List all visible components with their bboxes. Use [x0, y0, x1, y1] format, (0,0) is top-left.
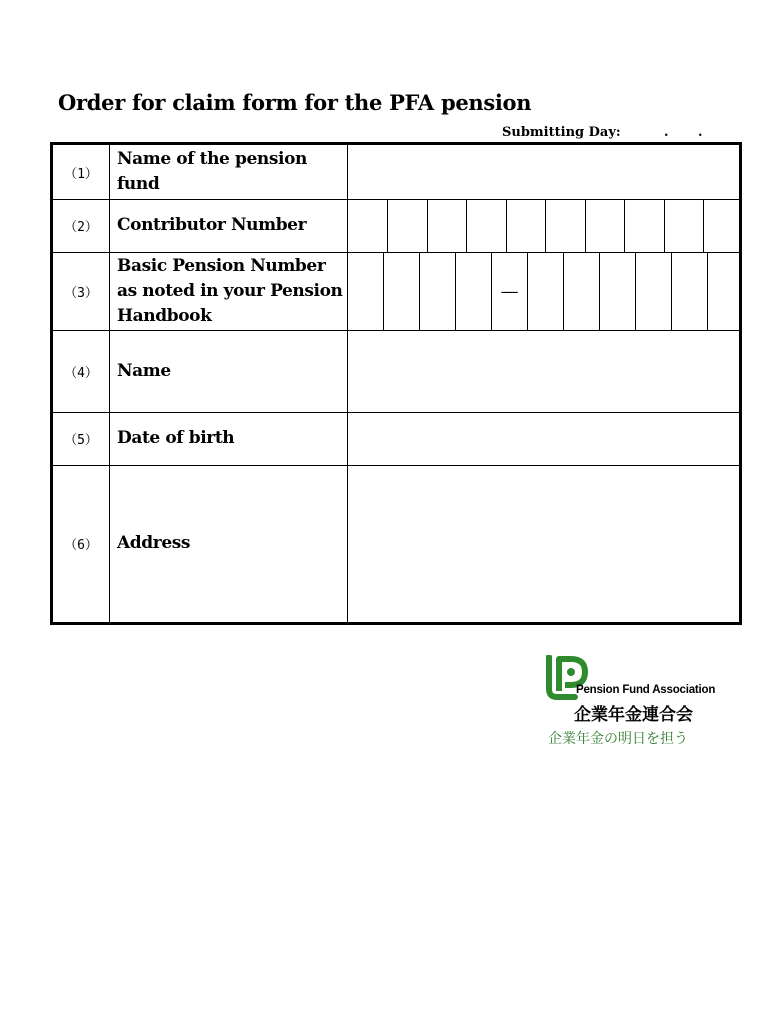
digit-box[interactable] — [527, 252, 563, 330]
digit-box[interactable] — [545, 199, 585, 252]
row-number: （2） — [53, 199, 110, 252]
dash-separator: — — [491, 252, 527, 330]
digit-box[interactable] — [506, 199, 545, 252]
page-title: Order for claim form for the PFA pension — [58, 90, 532, 115]
row-number: （1） — [53, 145, 110, 199]
digit-box[interactable] — [703, 199, 742, 252]
digit-box[interactable] — [419, 252, 455, 330]
digit-box[interactable] — [624, 199, 664, 252]
logo-name-en: Pension Fund Association — [576, 684, 716, 696]
submitting-day — [502, 125, 703, 140]
digit-box[interactable] — [671, 252, 707, 330]
row-number: （6） — [53, 465, 110, 622]
row-number: （4） — [53, 330, 110, 412]
claim-form-table — [50, 142, 742, 625]
basic-pension-number-field — [348, 252, 739, 330]
date-separator-2: . — [698, 125, 703, 140]
row-label: Name — [110, 330, 348, 412]
contributor-number-field — [348, 199, 739, 252]
digit-box[interactable] — [455, 252, 491, 330]
digit-box[interactable] — [635, 252, 671, 330]
digit-box[interactable] — [585, 199, 624, 252]
row-address — [53, 465, 739, 622]
digit-box[interactable] — [387, 199, 427, 252]
name-field[interactable] — [348, 330, 739, 412]
row-label: Address — [110, 465, 348, 622]
row-number: （5） — [53, 412, 110, 465]
logo-tagline: 企業年金の明日を担う — [548, 731, 688, 747]
pension-fund-name-field[interactable] — [348, 145, 739, 199]
row-number: （3） — [53, 252, 110, 330]
row-label: Name of the pension fund — [110, 145, 348, 199]
row-contributor-number — [53, 199, 739, 253]
row-label: Date of birth — [110, 412, 348, 465]
row-basic-pension-number — [53, 252, 739, 331]
digit-box[interactable] — [383, 252, 419, 330]
row-name — [53, 330, 739, 413]
digit-box[interactable] — [348, 252, 383, 330]
logo-name-jp: 企業年金連合会 — [574, 705, 693, 725]
row-label: Contributor Number — [110, 199, 348, 252]
address-field[interactable] — [348, 465, 739, 622]
date-separator-1: . — [664, 125, 669, 140]
digit-box[interactable] — [427, 199, 466, 252]
submitting-day-label: Submitting Day: — [502, 125, 621, 140]
digit-box[interactable] — [348, 199, 387, 252]
row-label: Basic Pension Number as noted in your Pension Handbook — [110, 252, 348, 330]
row-date-of-birth — [53, 412, 739, 466]
digit-box[interactable] — [664, 199, 703, 252]
digit-box[interactable] — [466, 199, 506, 252]
digit-box[interactable] — [599, 252, 635, 330]
row-pension-fund-name — [53, 145, 739, 200]
digit-box[interactable] — [563, 252, 599, 330]
date-of-birth-field[interactable] — [348, 412, 739, 465]
digit-box[interactable] — [707, 252, 742, 330]
